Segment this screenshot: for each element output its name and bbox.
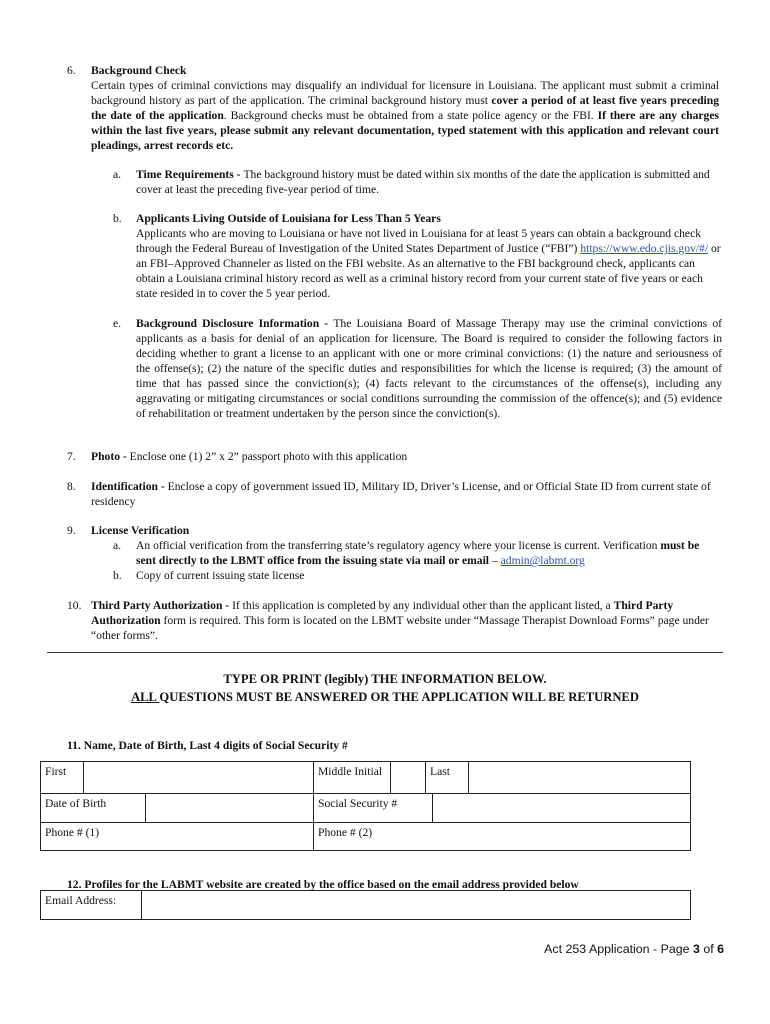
lv-a-dash: – bbox=[489, 554, 501, 567]
footer-text: Act 253 Application - Page bbox=[544, 942, 693, 956]
email-field[interactable] bbox=[142, 891, 691, 920]
background-check-title: Background Check bbox=[91, 64, 187, 77]
lv-label-b: b. bbox=[113, 569, 122, 582]
footer-total-pages: 6 bbox=[717, 942, 724, 956]
bg-text-1: Certain types of criminal convictions may disqualify an individual for licensure in Louisiana. The applicant must submit a criminal background history as part of the application. The criminal background history must bbox=[91, 79, 719, 107]
outside-louisiana-text bbox=[136, 226, 722, 301]
instructions-heading-1: TYPE OR PRINT (legibly) THE INFORMATION BELOW. bbox=[223, 672, 547, 686]
tpa-text-2: form is required. This form is located on the LBMT website under “Massage Therapist Download Forms” page under “other forms”. bbox=[91, 614, 709, 642]
photo-text: Enclose one (1) 2” x 2” passport photo with this application bbox=[129, 450, 408, 463]
third-party-authorization bbox=[91, 598, 725, 643]
admin-email-link[interactable]: admin@labmt.org bbox=[500, 554, 585, 567]
time-requirements-text: The background history must be dated within six months of the date the application is submitted and cover at least the preceding five-year period of time. bbox=[136, 168, 710, 196]
item-number-6: 6. bbox=[67, 64, 76, 77]
q11-label: 11. Name, Date of Birth, Last 4 digits of Social Security # bbox=[67, 739, 348, 752]
bg-text-bold-1: cover a period of at least five years preceding the date of the application bbox=[91, 94, 719, 122]
phone2-cell[interactable] bbox=[314, 823, 691, 851]
last-name-field[interactable] bbox=[469, 762, 691, 794]
middle-initial-label: Middle Initial bbox=[314, 762, 391, 794]
sub-label-e: e. bbox=[113, 317, 122, 330]
photo-title: Photo - bbox=[91, 450, 130, 463]
dob-label: Date of Birth bbox=[41, 794, 146, 822]
email-label: Email Address: bbox=[41, 891, 142, 920]
photo-item bbox=[91, 449, 721, 464]
personal-info-table bbox=[40, 761, 691, 851]
page-footer bbox=[544, 942, 724, 957]
phone1-label: Phone # (1) bbox=[45, 826, 100, 839]
background-check-paragraph bbox=[91, 78, 719, 153]
dob-cell bbox=[41, 794, 314, 823]
q12-label: 12. Profiles for the LABMT website are created by the office based on the email address provided below bbox=[67, 878, 579, 891]
first-name-field[interactable] bbox=[84, 762, 314, 794]
tpa-title: Third Party Authorization - bbox=[91, 599, 233, 612]
sub-label-b: b. bbox=[113, 212, 122, 225]
item-number-8: 8. bbox=[67, 480, 76, 493]
item-number-9: 9. bbox=[67, 524, 76, 537]
middle-initial-field[interactable] bbox=[391, 762, 426, 794]
ssn-label: Social Security # bbox=[318, 797, 398, 810]
item-number-10: 10. bbox=[67, 599, 82, 612]
phone1-cell[interactable] bbox=[41, 823, 314, 851]
identification-text: Enclose a copy of government issued ID, Military ID, Driver’s License, and or Official State ID from current state of residency bbox=[91, 480, 711, 508]
footer-page-number: 3 bbox=[692, 942, 700, 956]
background-disclosure bbox=[136, 316, 722, 421]
ssn-cell bbox=[314, 794, 691, 823]
outside-text-1: Applicants who are moving to Louisiana or have not lived in Louisiana for at least 5 years can obtain a background check through the Federal Bureau of Investigation of the United States Department of Justice (“FBI”) bbox=[136, 227, 702, 255]
background-disclosure-title: Background Disclosure Information - bbox=[136, 317, 334, 330]
last-name-label: Last bbox=[426, 762, 469, 794]
bg-text-2: . Background checks must be obtained from a state police agency or the FBI. bbox=[223, 109, 598, 122]
first-name-label: First bbox=[41, 762, 84, 794]
ssn-field[interactable] bbox=[432, 794, 690, 822]
item-number-7: 7. bbox=[67, 450, 76, 463]
tpa-text-1: If this application is completed by any individual other than the applicant listed, a bbox=[232, 599, 614, 612]
lv-a-bold: must be sent directly to the LBMT office from the issuing state via mail or email bbox=[136, 539, 700, 567]
fbi-edo-link[interactable]: https://www.edo.cjis.gov/#/ bbox=[580, 242, 709, 255]
section-divider bbox=[47, 652, 723, 653]
bg-text-bold-2: If there are any charges within the last five years, please submit any relevant documentation, typed statement with this application and relevant court pleadings, arrest records etc. bbox=[91, 109, 719, 152]
time-requirements-title: Time Requirements - bbox=[136, 168, 244, 181]
heading-all-underlined: ALL bbox=[131, 690, 160, 704]
identification-item bbox=[91, 479, 727, 509]
background-disclosure-text: The Louisiana Board of Massage Therapy may use the criminal convictions of applicants as a basis for denial of an application for licensure. The Board is required to consider the following factors in deciding whether to grant a license to an applicant with one or more criminal convictions: (1) the nature and seriousness of the offense(s); (2) the nature of the specific duties and responsibilities for which the license is required; (3) the amount of time that has passed since the conviction(s); (4) facts relevant to the circumstances of the offense(s), including any aggravating or mitigating circumstances or social conditions surrounding the commission of the offence(s); and (5) evidence of rehabilitation or treatment undertaken by the person since the conviction(s). bbox=[136, 317, 722, 420]
outside-louisiana-title: Applicants Living Outside of Louisiana for Less Than 5 Years bbox=[136, 212, 441, 225]
heading-rest: QUESTIONS MUST BE ANSWERED OR THE APPLICATION WILL BE RETURNED bbox=[159, 690, 639, 704]
license-verification-a bbox=[136, 538, 720, 568]
license-verification-title: License Verification bbox=[91, 524, 190, 537]
tpa-bold: Third Party Authorization bbox=[91, 599, 674, 627]
outside-text-2: or an FBI–Approved Channeler as listed on the FBI website. As an alternative to the FBI background check, applicants can obtain a Louisiana criminal history record as well as a criminal history record from your current state of five years or each state resided in to cover the 5 year period. bbox=[136, 242, 721, 300]
time-requirements bbox=[136, 167, 716, 197]
license-verification-b: Copy of current issuing state license bbox=[136, 569, 305, 582]
phone2-label: Phone # (2) bbox=[318, 826, 373, 839]
footer-of: of bbox=[699, 942, 718, 956]
email-table bbox=[40, 890, 691, 920]
lv-a-text: An official verification from the transferring state’s regulatory agency where your license is current. Verification bbox=[136, 539, 661, 552]
identification-title: Identification - bbox=[91, 480, 168, 493]
dob-field[interactable] bbox=[146, 794, 313, 822]
instructions-heading-2 bbox=[0, 690, 770, 705]
lv-label-a: a. bbox=[113, 539, 122, 552]
sub-label-a: a. bbox=[113, 168, 122, 181]
